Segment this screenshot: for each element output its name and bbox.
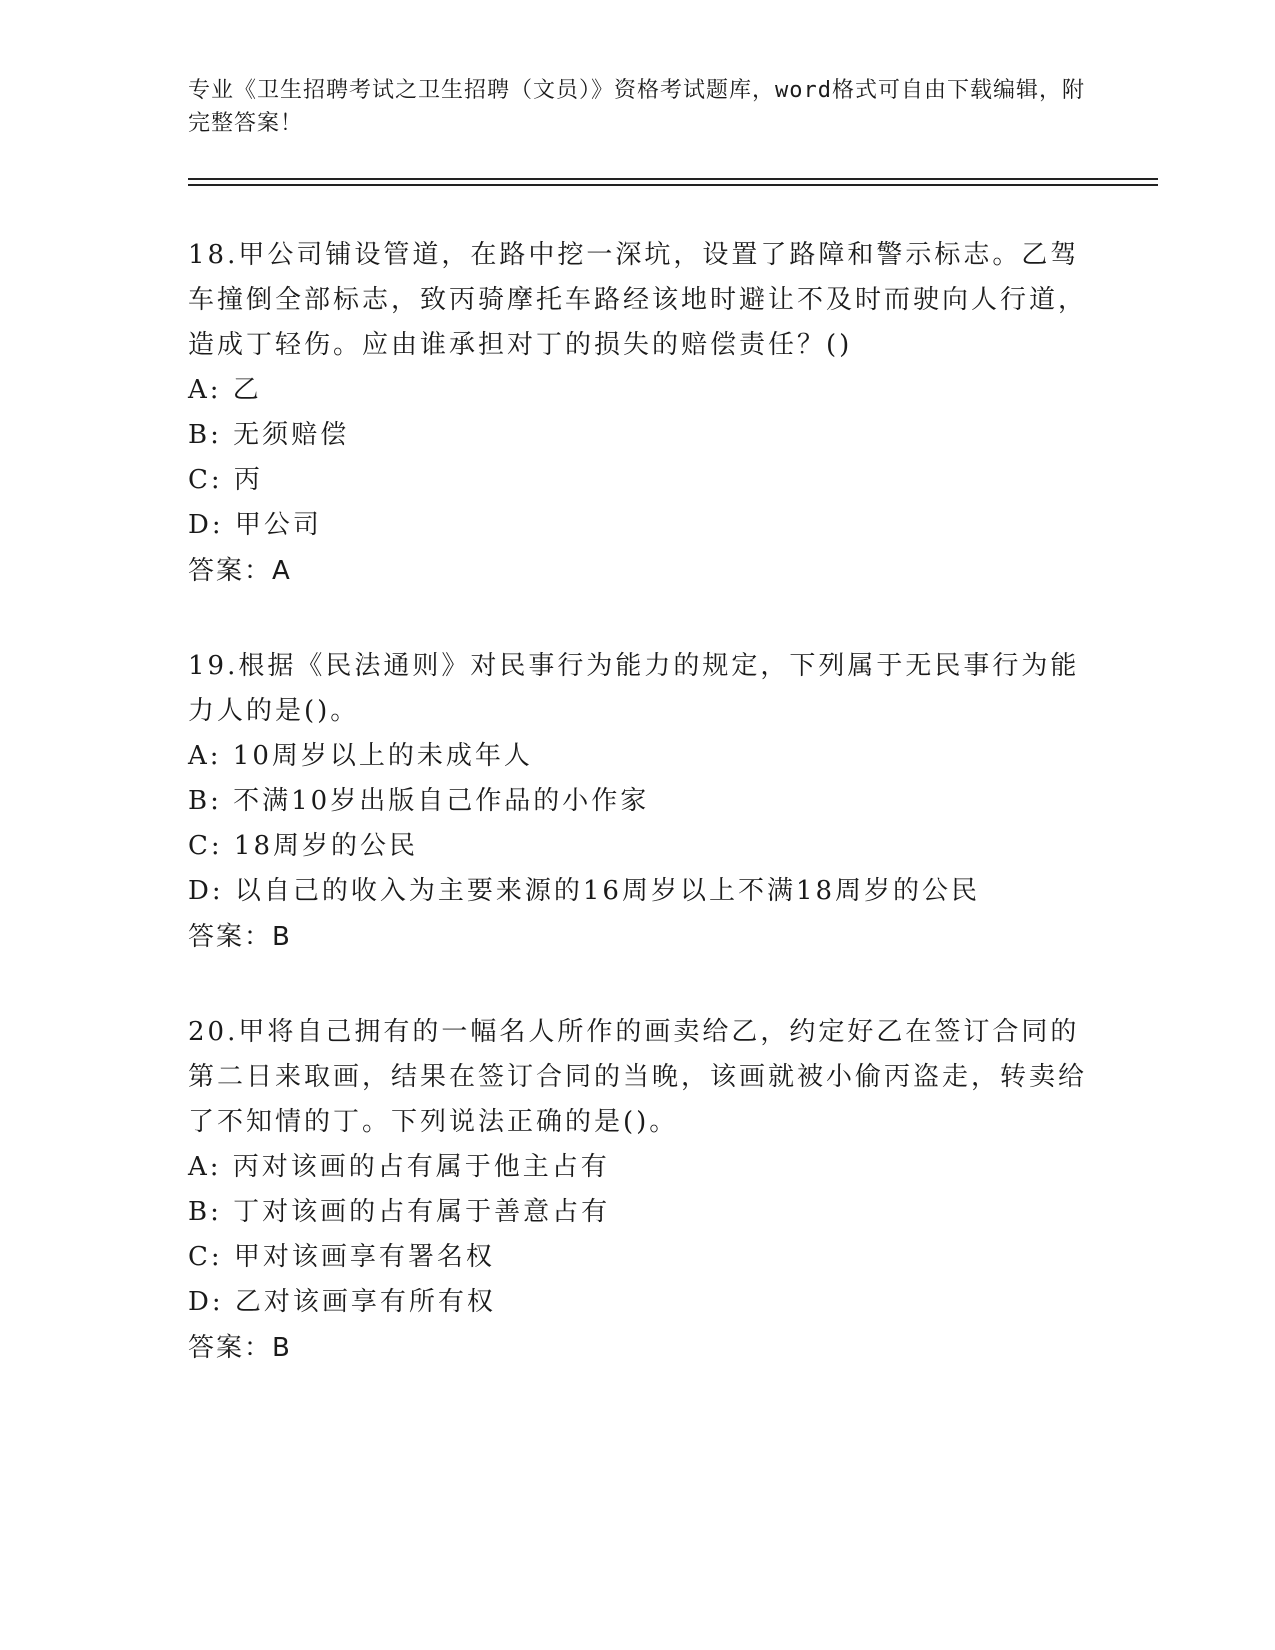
option-c: C: 18周岁的公民 — [188, 831, 419, 861]
answer: 答案：B — [188, 1333, 292, 1363]
option-d: D: 以自己的收入为主要来源的16周岁以上不满18周岁的公民 — [188, 876, 981, 906]
question-20 — [188, 1010, 1088, 1371]
option-c: C: 丙 — [188, 465, 263, 495]
question-stem: 19.根据《民法通则》对民事行为能力的规定，下列属于无民事行为能力人的是()。 — [188, 651, 1080, 726]
option-b: B: 丁对该画的占有属于善意占有 — [188, 1197, 611, 1227]
answer: 答案：B — [188, 922, 292, 952]
document-header: 专业《卫生招聘考试之卫生招聘（文员）》资格考试题库，word格式可自由下载编辑，附完整答案！ — [188, 78, 1085, 136]
option-b: B: 无须赔偿 — [188, 420, 350, 450]
option-d: D: 乙对该画享有所有权 — [188, 1287, 496, 1317]
header-divider-top — [188, 178, 1158, 180]
question-18 — [188, 233, 1088, 594]
option-a: A: 乙 — [188, 375, 262, 405]
question-19 — [188, 644, 1088, 960]
header-divider-bottom — [188, 184, 1158, 186]
question-stem: 20.甲将自己拥有的一幅名人所作的画卖给乙，约定好乙在签订合同的第二日来取画，结果在签订合同的当晚，该画就被小偷丙盗走，转卖给了不知情的丁。下列说法正确的是()。 — [188, 1017, 1088, 1137]
option-a: A: 10周岁以上的未成年人 — [188, 741, 533, 771]
option-b: B: 不满10岁出版自己作品的小作家 — [188, 786, 650, 816]
option-a: A: 丙对该画的占有属于他主占有 — [188, 1152, 610, 1182]
answer: 答案：A — [188, 556, 292, 586]
question-stem: 18.甲公司铺设管道，在路中挖一深坑，设置了路障和警示标志。乙驾车撞倒全部标志，致丙骑摩托车路经该地时避让不及时而驶向人行道，造成丁轻伤。应由谁承担对丁的损失的赔偿责任？() — [188, 240, 1088, 360]
option-d: D: 甲公司 — [188, 510, 322, 540]
option-c: C: 甲对该画享有署名权 — [188, 1242, 495, 1272]
